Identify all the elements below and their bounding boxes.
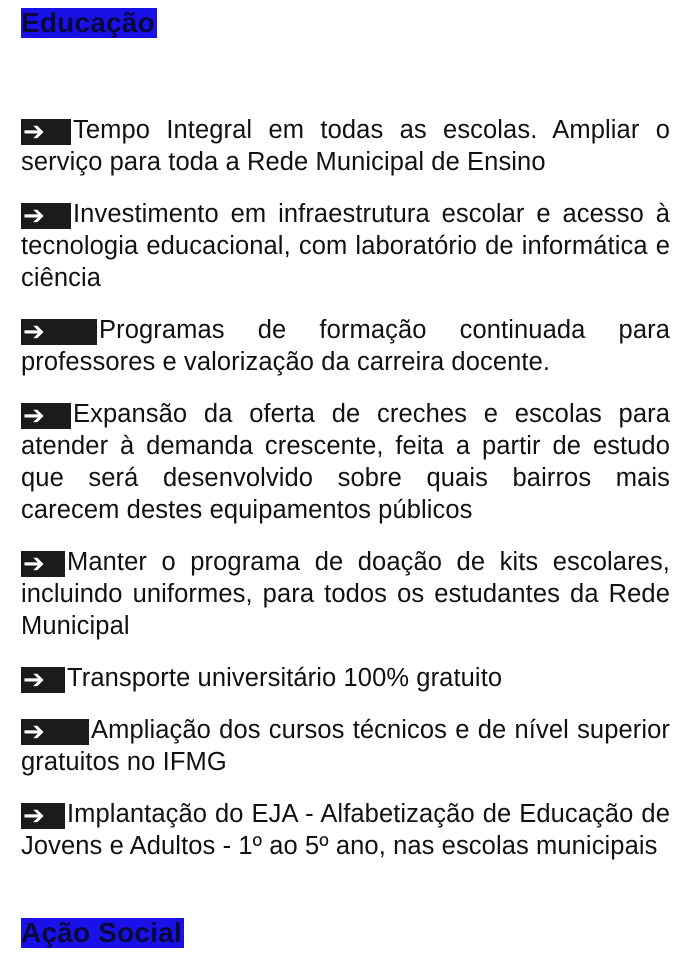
arrow-right-icon: ➔ [21,319,97,345]
arrow-right-icon: ➔ [21,803,65,829]
list-item [21,114,670,178]
list-item-text: Programas de formação continuada para professores e valorização da carreira docente. [21,316,670,376]
arrow-right-icon: ➔ [21,667,65,693]
arrow-right-icon: ➔ [21,119,71,145]
section-heading-acao-social: Ação Social [21,917,182,948]
arrow-right-icon: ➔ [21,403,71,429]
list-item-text: Ampliação dos cursos técnicos e de nível superior gratuitos no IFMG [21,716,670,776]
list-item [21,314,670,378]
list-item [21,398,670,526]
list-item-text: Implantação do EJA - Alfabetização de Educação de Jovens e Adultos - 1º ao 5º ano, nas escolas municipais [21,800,670,860]
list-item-text: Manter o programa de doação de kits escolares, incluindo uniformes, para todos os estudantes da Rede Municipal [21,548,670,640]
list-item [21,714,670,778]
list-item-text: Expansão da oferta de creches e escolas para atender à demanda crescente, feita a partir de estudo que será desenvolvido sobre quais bairros mais carecem destes equipamentos públicos [21,400,670,524]
list-item [21,198,670,294]
list-item [21,546,670,642]
education-proposals-list [21,114,670,882]
arrow-right-icon: ➔ [21,719,89,745]
list-item-text: Tempo Integral em todas as escolas. Ampliar o serviço para toda a Rede Municipal de Ensino [21,116,670,176]
list-item-text: Transporte universitário 100% gratuito [67,664,503,692]
arrow-right-icon: ➔ [21,203,71,229]
list-item [21,662,670,694]
arrow-right-icon: ➔ [21,551,65,577]
list-item [21,798,670,862]
section-heading-educacao: Educação [21,7,155,38]
list-item-text: Investimento em infraestrutura escolar e acesso à tecnologia educacional, com laboratório de informática e ciência [21,200,670,292]
